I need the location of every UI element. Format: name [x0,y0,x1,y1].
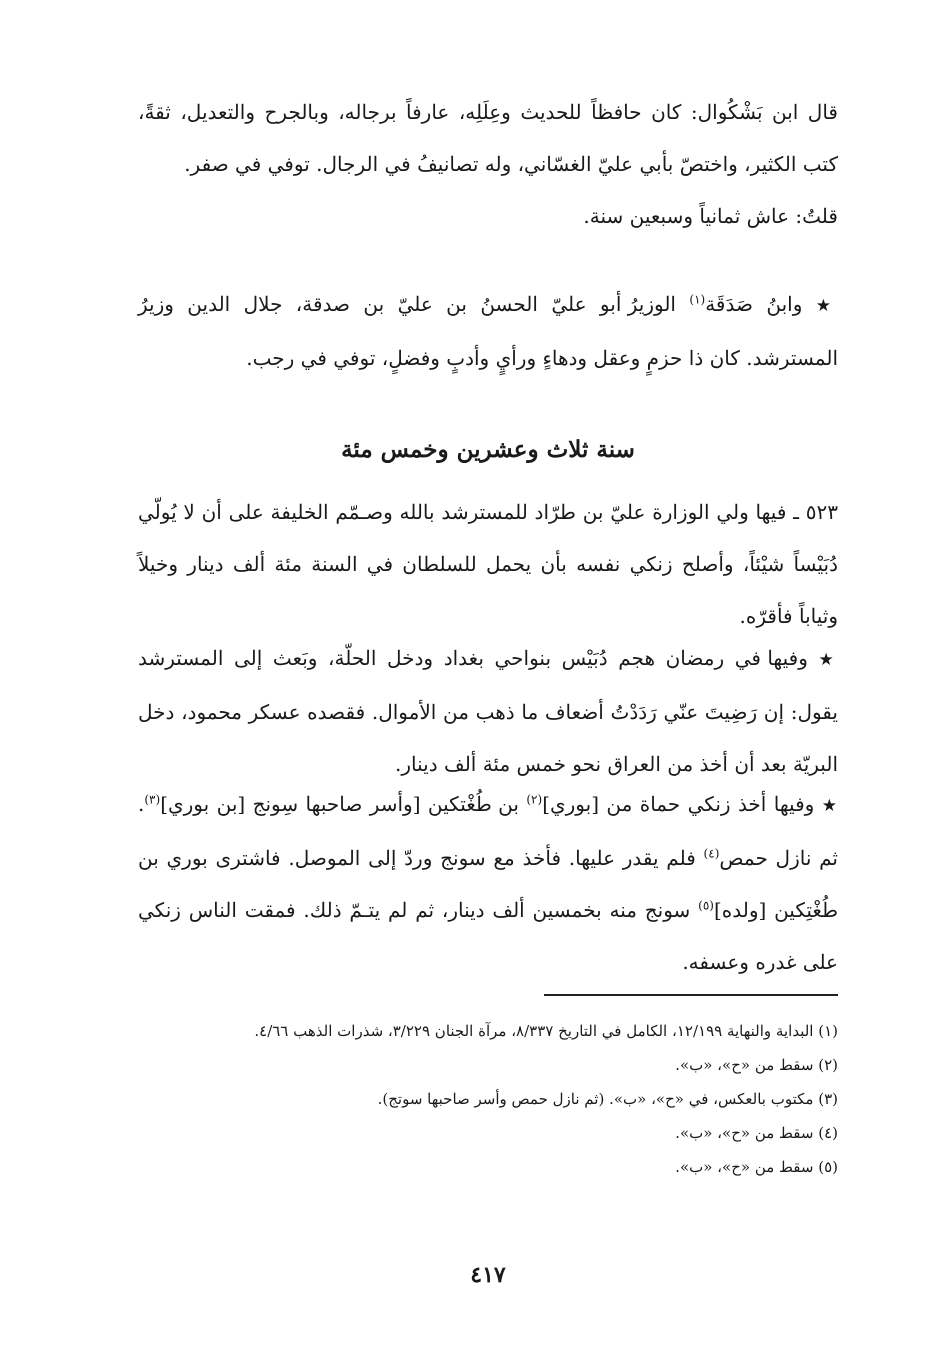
entry-ibn-bashkuwal [138,86,838,242]
paragraph-hama [138,778,838,988]
book-page [138,0,838,1367]
star-marker: ★ [821,796,838,816]
star-marker: ★ [815,296,838,316]
entry-ramadan [138,632,838,790]
entry-523 [138,486,838,642]
footnote-divider [544,994,838,996]
text-segment: وفيها أخذ زنكي حماة من [بوري] [542,792,815,816]
footnote-5: (٥) سقط من «ح»، «ب». [675,1158,838,1176]
paragraph-ibn-sadaqa [138,278,838,384]
star-marker: ★ [818,650,839,670]
text-segment: . ثم نازل حمص [138,792,838,870]
footnote-ref-2: (٢) [526,792,543,807]
text-segment: الوزيرُ أبو عليّ الحسنُ بن عليّ بن صدقة، جلال الدين وزيرُ المسترشد. كان ذا حزمٍ وعقل ودهاءٍ ورأيٍ وأدبٍ وفضلٍ، توفي في رجب. [138,292,838,370]
page-number: ٤١٧ [470,1262,506,1288]
footnotes [138,1014,838,1184]
footnote-1: (١) البداية والنهاية ١٢/١٩٩، الكامل في التاريخ ٨/٣٣٧، مرآة الجنان ٣/٢٢٩، شذرات الذهب ٤/٦٦. [254,1022,838,1040]
text-segment: وابنُ صَدَقَة [705,292,803,316]
footnote-3: (٣) مكتوب بالعكس، في «ح»، «ب». (ثم نازل حمص وأسر صاحبها سوتج). [377,1090,838,1108]
text-segment: بن طُغْتكين [وأسر صاحبها سِونج [بن بوري] [160,792,519,816]
paragraph-ramadan [138,632,838,790]
text-segment: فلم يقدر عليها. فأخذ مع سونج وردّ إلى الموصل. فاشترى بوري بن طُغْتِكين [ولده] [138,846,838,922]
footnote-ref-1: (١) [689,292,706,307]
footnote-2: (٢) سقط من «ح»، «ب». [675,1056,838,1074]
footnote-ref-5: (٥) [698,898,714,913]
paragraph-523: ٥٢٣ ـ فيها ولي الوزارة عليّ بن طرّاد للمسترشد بالله وصـمّم الخليفة على أن لا يُولّي دُبَيْساً شيْئاً، وأصلح زنكي نفسه بأن يحمل للسلطان في السنة مئة ألف دينار وخيلاً وثياباً فأقرّه. [138,500,838,628]
footnote-ref-4: (٤) [703,846,720,861]
entry-hama [138,778,838,988]
text-segment: وفيها في رمضان هجم دُبَيْس بنواحي بغداد ودخل الحلّة، وبَعث إلى المسترشد يقول: إن رَضِيتَ عنّي رَدَدْتُ أضعاف ما ذهب من الأموال. فقصده عسكر محمود، دخل البريّة بعد أن أخذ من العراق نحو خمس مئة ألف دينار. [138,646,838,776]
paragraph-author-note: قلتُ: عاش ثمانياً وسبعين سنة. [583,204,838,228]
section-heading: سنة ثلاث وعشرين وخمس مئة [341,436,635,463]
footnote-4: (٤) سقط من «ح»، «ب». [675,1124,838,1142]
paragraph-ibn-bashkuwal: قال ابن بَشْكُوال: كان حافظاً للحديث وعِلَلِه، عارفاً برجاله، وبالجرح والتعديل، ثقةً، كتب الكثير، واختصّ بأبي عليّ الغسّاني، وله تصانيفُ في الرجال. توفي في صفر. [138,100,838,176]
footnote-ref-3: (٣) [144,792,161,807]
text-segment: سونج منه بخمسين ألف دينار، ثم لم يتـمّ ذلك. فمقت الناس زنكي على غدره وعسفه. [138,898,838,974]
entry-ibn-sadaqa [138,278,838,384]
